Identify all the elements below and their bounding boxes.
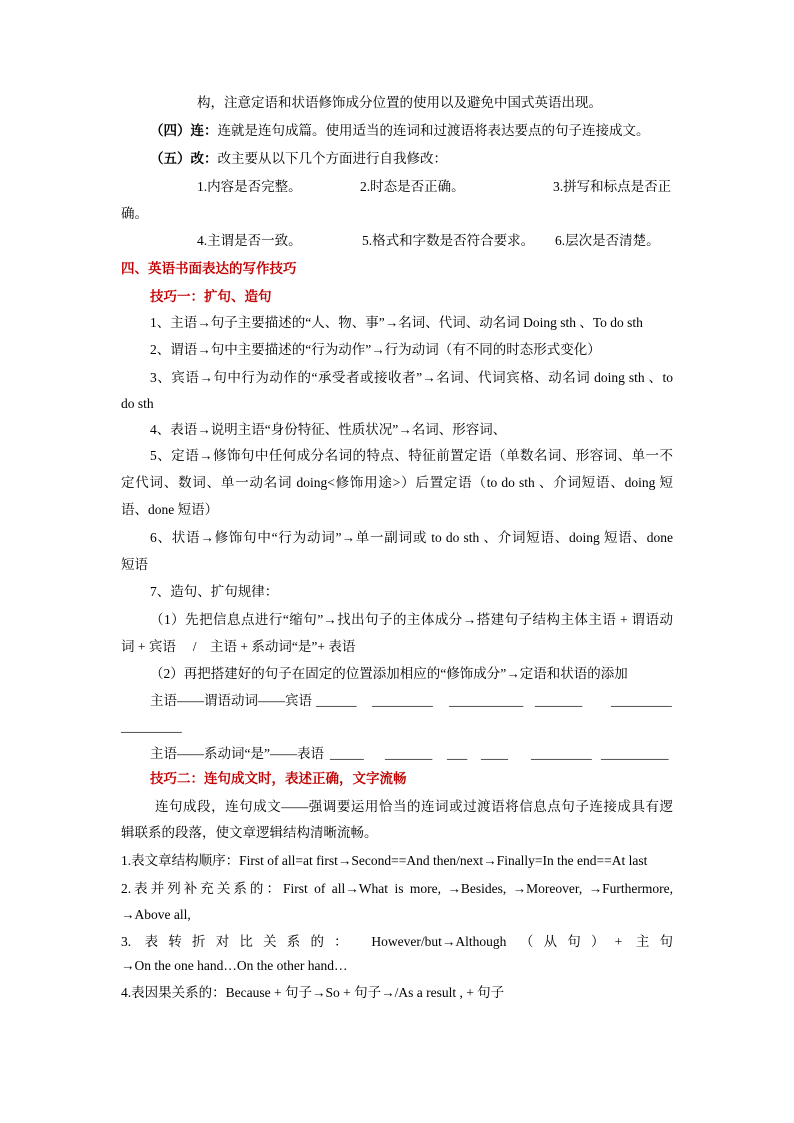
tip-1-item-2: 2、谓语→句中主要描述的“行为动作”→行为动词（有不同的时态形式变化）	[150, 342, 601, 357]
pattern-2-blank: ____	[481, 746, 508, 761]
tip-1-item-3: 3、宾语→句中行为动作的“承受者或接收者”→名词、代词宾格、动名词 doing sth 、to	[150, 370, 673, 385]
connector-1: 1.表文章结构顺序：First of all=at first→Second==And then/next→Finally=In the end==At last	[121, 853, 648, 868]
pattern-2-blank: __________	[601, 746, 669, 761]
connector-3-continuation: →On the one hand…On the other hand…	[121, 958, 348, 973]
pattern-1-blank: _______	[535, 693, 583, 708]
checklist-item-3: 3.拼写和标点是否正	[553, 179, 672, 194]
pattern-2-blank: _____	[330, 746, 364, 761]
pattern-1-blank: _________	[372, 693, 433, 708]
pattern-1-blank: ______	[316, 693, 357, 708]
rule-1-continuation: 词 + 宾语 / 主语 + 系动词“是”+ 表语	[121, 639, 356, 654]
pattern-2-blank: _______	[385, 746, 433, 761]
connector-3: 3. 表转折对比关系的： However/but→Although （从句）+ 主句	[121, 934, 673, 949]
continuation-line: 构，注意定语和状语修饰成分位置的使用以及避免中国式英语出现。	[197, 95, 602, 110]
tip-1-item-5-continuation: 定代词、数词、单一动名词 doing<修饰用途>）后置定语（to do sth 、介词短语、doing 短	[121, 475, 673, 490]
step-5-text: 改主要从以下几个方面进行自我修改：	[217, 151, 447, 166]
tip-1-item-6-continuation: 短语	[121, 557, 148, 572]
connector-2: 2.表并列补充关系的：First of all→What is more, →Besides, →Moreover, →Furthermore,	[121, 881, 673, 896]
tip-1-item-4: 4、表语→说明主语“身份特征、性质状况”→名词、形容词、	[150, 422, 507, 437]
checklist-item-6: 6.层次是否清楚。	[555, 233, 660, 248]
step-4-label: （四）连：	[150, 123, 218, 138]
rule-1: （1）先把信息点进行“缩句”→找出句子的主体成分→搭建句子结构主体主语 + 谓语动	[150, 612, 673, 627]
checklist-item-4: 4.主谓是否一致。	[197, 233, 302, 248]
tip-1-item-5-continuation-2: 语、done 短语）	[121, 502, 219, 517]
pattern-2-label: 主语——系动词“是”——表语	[150, 746, 324, 761]
connector-2-continuation: →Above all,	[121, 907, 191, 922]
tip-1-heading: 技巧一：扩句、造句	[150, 289, 272, 304]
checklist-item-5: 5.格式和字数是否符合要求。	[362, 233, 535, 248]
pattern-2-blank: _________	[531, 746, 592, 761]
section-heading: 四、英语书面表达的写作技巧	[121, 261, 297, 276]
step-4	[150, 123, 650, 139]
step-4-text: 连就是连句成篇。使用适当的连词和过渡语将表达要点的句子连接成文。	[217, 123, 650, 138]
connector-4: 4.表因果关系的：Because + 句子→So + 句子→/As a result , + 句子	[121, 985, 505, 1000]
pattern-1-blank: ___________	[449, 693, 524, 708]
tip-2-intro: 连句成段，连句成文——强调要运用恰当的连词或过渡语将信息点句子连接成具有逻	[155, 799, 673, 814]
pattern-1-label: 主语——谓语动词——宾语	[150, 693, 312, 708]
pattern-1-blank: _________	[611, 693, 672, 708]
tip-1-item-6: 6、状语→修饰句中“行为动词”→单一副词或 to do sth 、介词短语、doing 短语、done	[150, 530, 673, 545]
tip-1-item-3-continuation: do sth	[121, 396, 154, 411]
checklist-item-3-continuation: 确。	[121, 206, 148, 221]
pattern-1-blank: _________	[121, 719, 182, 734]
checklist-item-2: 2.时态是否正确。	[360, 179, 465, 194]
rule-2: （2）再把搭建好的句子在固定的位置添加相应的“修饰成分”→定语和状语的添加	[150, 666, 628, 681]
step-5	[150, 151, 447, 167]
checklist-item-1: 1.内容是否完整。	[197, 179, 302, 194]
tip-1-item-1: 1、主语→句子主要描述的“人、物、事”→名词、代词、动名词 Doing sth 、To do sth	[150, 315, 643, 330]
tip-1-item-7: 7、造句、扩句规律：	[150, 584, 279, 599]
tip-2-intro-continuation: 辑联系的段落，使文章逻辑结构清晰流畅。	[121, 825, 378, 840]
step-5-label: （五）改：	[150, 151, 218, 166]
tip-1-item-5: 5、定语→修饰句中任何成分名词的特点、特征前置定语（单数名词、形容词、单一不	[150, 448, 673, 463]
pattern-2-blank: ___	[447, 746, 468, 761]
tip-2-heading: 技巧二：连句成文时，表述正确，文字流畅	[150, 771, 407, 786]
